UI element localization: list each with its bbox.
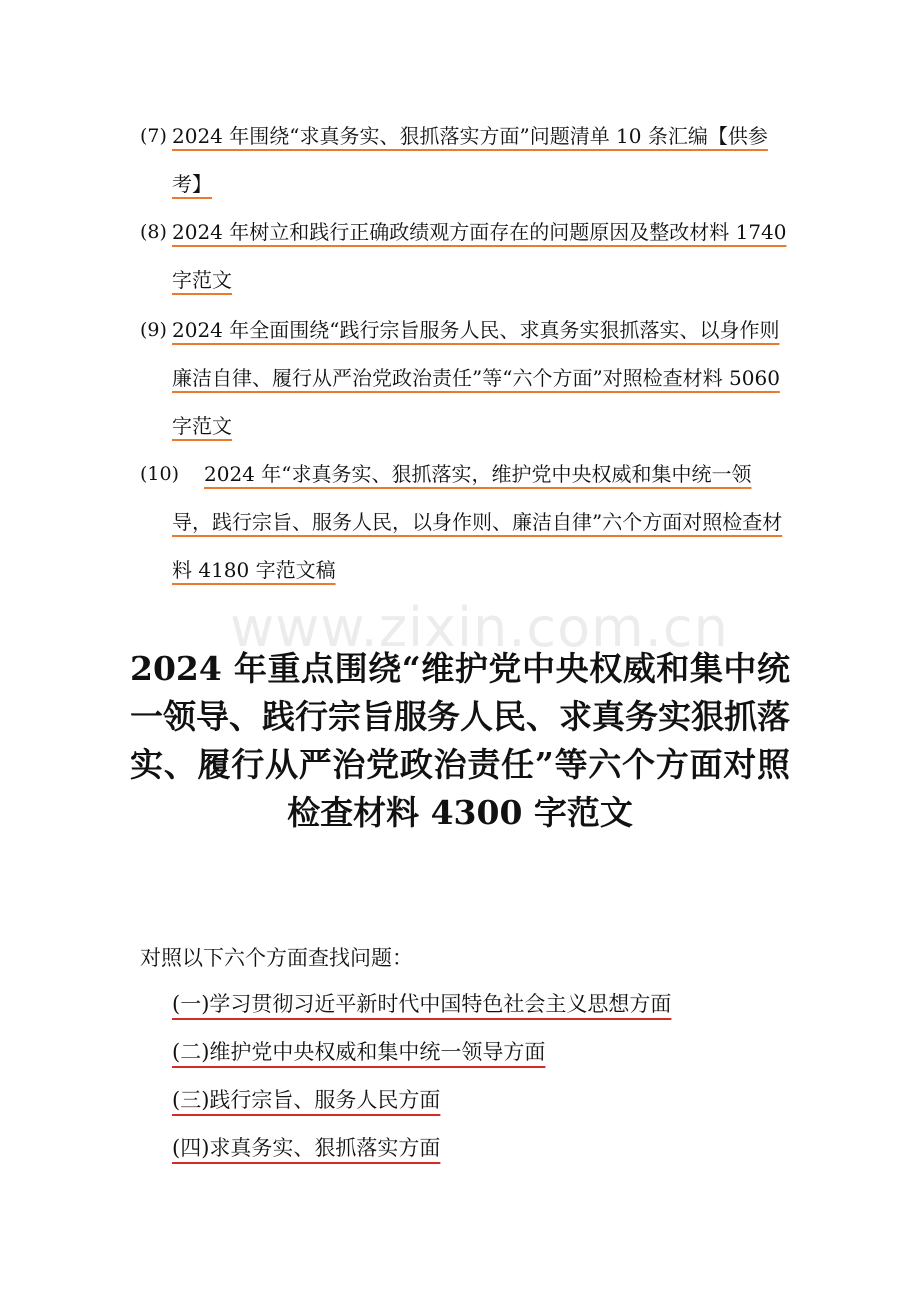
toc-number: (10)	[140, 463, 180, 485]
toc-item[interactable]	[140, 450, 790, 594]
aspect-list	[172, 982, 671, 1174]
toc-link-text[interactable]: 2024 年“求真务实、狠抓落实，维护党中央权威和集中统一领导，践行宗旨、服务人民，以身作则、廉洁自律”六个方面对照检查材料 4180 字范文稿	[172, 462, 783, 582]
watermark: www.zixin.com.cn	[230, 596, 729, 659]
aspect-item[interactable]	[172, 982, 671, 1030]
toc-item[interactable]	[140, 306, 790, 450]
aspect-link[interactable]: (四)求真务实、狠抓落实方面	[172, 1136, 441, 1160]
toc-link-text[interactable]: 2024 年全面围绕“践行宗旨服务人民、求真务实狠抓落实、以身作则廉洁自律、履行从严治党政治责任”等“六个方面”对照检查材料 5060 字范文	[172, 318, 780, 438]
aspect-item[interactable]	[172, 1126, 671, 1174]
toc-number: (8)	[140, 221, 167, 243]
aspect-item[interactable]	[172, 1030, 671, 1078]
toc-link[interactable]	[172, 208, 790, 304]
toc-item[interactable]	[140, 208, 790, 304]
intro-text: 对照以下六个方面查找问题：	[140, 946, 413, 970]
aspect-link[interactable]: (一)学习贯彻习近平新时代中国特色社会主义思想方面	[172, 992, 672, 1016]
aspect-item[interactable]	[172, 1078, 671, 1126]
aspect-link[interactable]: (三)践行宗旨、服务人民方面	[172, 1088, 441, 1112]
toc-item[interactable]	[140, 112, 790, 208]
document-title: 2024 年重点围绕“维护党中央权威和集中统一领导、践行宗旨服务人民、求真务实狠抓落实、履行从严治党政治责任”等六个方面对照检查材料 4300 字范文	[130, 649, 790, 832]
toc-number: (7)	[140, 125, 167, 147]
toc-link[interactable]	[172, 450, 790, 594]
toc-link[interactable]	[172, 112, 790, 208]
toc-link[interactable]	[172, 306, 790, 450]
toc-link-text[interactable]: 2024 年围绕“求真务实、狠抓落实方面”问题清单 10 条汇编【供参考】	[172, 124, 768, 196]
aspect-link[interactable]: (二)维护党中央权威和集中统一领导方面	[172, 1040, 546, 1064]
toc-number: (9)	[140, 319, 167, 341]
toc-link-text[interactable]: 2024 年树立和践行正确政绩观方面存在的问题原因及整改材料 1740 字范文	[172, 220, 787, 292]
